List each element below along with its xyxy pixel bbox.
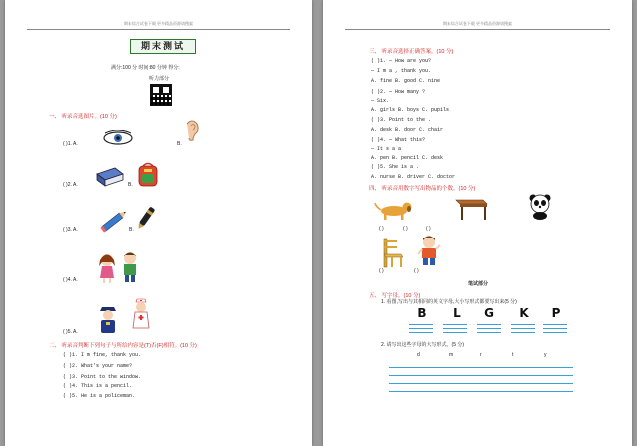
q3-line-13: A. nurse B. driver C. doctor xyxy=(371,174,456,180)
desk-picture xyxy=(453,194,489,222)
q3-line-12: ( )5. She is a . xyxy=(371,164,420,170)
section-five-heading: 五、 写字母。(10 分) xyxy=(369,293,421,299)
writing-line[interactable] xyxy=(443,332,467,333)
count-bracket-3: ( ) xyxy=(426,226,431,232)
question-1-3: ( )3. A. xyxy=(63,227,78,233)
question-2-1: ( )1. I m fine, thank you. xyxy=(63,352,142,358)
q3-line-5: — Six. xyxy=(371,98,390,104)
question-1-5: ( )5. A. xyxy=(63,329,78,335)
writing-task-1: 1. 看图,写出与其相同的英文字母,大小写形式都要写出来(5 分) xyxy=(381,299,517,305)
page-header: 期末综合试卷下载 更多精品资源请搜索 xyxy=(442,21,513,26)
question-1-1: ( )1. A. xyxy=(63,141,78,147)
girl-picture xyxy=(97,252,117,284)
score-line: 满分:100 分 时间:80 分钟 得分: xyxy=(111,65,180,71)
lowercase-letter-4: t xyxy=(512,352,514,358)
boy-picture xyxy=(120,250,140,284)
writing-task-2: 2. 请写出这些字母的大写形式。(5 分) xyxy=(381,342,465,348)
writing-line[interactable] xyxy=(511,332,535,333)
writing-line[interactable] xyxy=(409,328,433,329)
count-bracket-1: ( ) xyxy=(379,226,384,232)
count-bracket-2: ( ) xyxy=(403,226,408,232)
lowercase-letter-5: y xyxy=(544,352,547,358)
nurse-picture xyxy=(131,298,151,334)
letter-tile-5: P xyxy=(549,306,563,320)
section-two-heading: 二、 听录音判断下列句子与所给内容是(T)否(F)相符。(10 分) xyxy=(49,343,197,349)
question-1-4: ( )4. A. xyxy=(63,277,78,283)
count-bracket-5: ( ) xyxy=(414,268,419,274)
option-b-label: B. xyxy=(128,182,133,188)
writing-line[interactable] xyxy=(477,332,501,333)
q3-line-6: A. girls B. boys C. pupils xyxy=(371,107,450,113)
answer-line[interactable] xyxy=(389,375,573,376)
letter-tile-3: G xyxy=(482,306,496,320)
exam-title: 期末测试 xyxy=(130,39,196,54)
writing-line[interactable] xyxy=(443,324,467,325)
letter-tile-4: K xyxy=(517,306,531,320)
header-divider xyxy=(345,29,610,30)
question-1-2: ( )2. A. xyxy=(63,182,78,188)
dog-picture xyxy=(373,198,413,222)
exam-page-right xyxy=(323,0,632,446)
writing-line[interactable] xyxy=(409,332,433,333)
section-one-heading: 一、 听录音选图片。(10 分) xyxy=(49,114,117,120)
section-four-heading: 四、 听录音用数字写出物品的个数。(10 分) xyxy=(369,186,476,192)
q3-line-11: A. pen B. pencil C. desk xyxy=(371,155,444,161)
answer-line[interactable] xyxy=(389,383,573,384)
writing-line[interactable] xyxy=(511,328,535,329)
listening-part-label: 听力部分 xyxy=(149,76,170,82)
exam-page-left xyxy=(5,0,312,446)
answer-line[interactable] xyxy=(389,367,573,368)
eye-picture xyxy=(102,130,134,146)
writing-line[interactable] xyxy=(477,328,501,329)
q3-line-3: A. fine B. good C. nine xyxy=(371,78,441,84)
q3-line-1: ( )1. — How are you? xyxy=(371,58,432,64)
question-2-2: ( )2. What's your name? xyxy=(63,363,133,369)
ear-picture xyxy=(183,118,201,142)
lowercase-letter-3: r xyxy=(480,352,482,358)
question-2-4: ( )4. This is a pencil. xyxy=(63,383,133,389)
q3-line-9: ( )4. — What this? xyxy=(371,137,426,143)
writing-line[interactable] xyxy=(543,324,567,325)
lowercase-letter-1: d xyxy=(417,352,420,358)
option-b-label: B. xyxy=(177,141,182,147)
q3-line-4: ( )2. — How many ? xyxy=(371,89,426,95)
section-three-heading: 三、 听录音选择正确答案。(10 分) xyxy=(369,49,454,55)
count-bracket-4: ( ) xyxy=(379,268,384,274)
writing-line[interactable] xyxy=(511,324,535,325)
writing-line[interactable] xyxy=(477,324,501,325)
q3-line-10: — It s a a xyxy=(371,146,402,152)
boy-picture xyxy=(417,234,441,266)
pen-picture xyxy=(135,204,157,232)
written-part-label: 笔试部分 xyxy=(468,281,489,287)
writing-line[interactable] xyxy=(443,328,467,329)
q3-line-7: ( )3. Point to the . xyxy=(371,117,432,123)
schoolbag-picture xyxy=(136,161,160,189)
writing-line[interactable] xyxy=(543,332,567,333)
question-2-5: ( )5. He is a policeman. xyxy=(63,393,136,399)
question-2-3: ( )3. Point to the window. xyxy=(63,374,142,380)
writing-line[interactable] xyxy=(409,324,433,325)
lowercase-letter-2: m xyxy=(449,352,454,358)
q3-line-8: A. desk B. door C. chair xyxy=(371,127,444,133)
option-b-label: B. xyxy=(129,227,134,233)
writing-line[interactable] xyxy=(543,328,567,329)
pencil-picture xyxy=(97,208,131,234)
qr-code-image xyxy=(150,84,172,106)
chair-picture xyxy=(379,238,405,268)
header-divider xyxy=(27,29,290,30)
letter-tile-1: B xyxy=(415,306,429,320)
policeman-picture xyxy=(97,304,119,334)
letter-tile-2: L xyxy=(450,306,464,320)
page-header: 期末综合试卷下载 更多精品资源请搜索 xyxy=(123,21,194,26)
answer-line[interactable] xyxy=(389,391,573,392)
panda-picture xyxy=(527,192,553,220)
book-picture xyxy=(95,166,125,188)
q3-line-2: — I m a , thank you. xyxy=(371,68,432,74)
